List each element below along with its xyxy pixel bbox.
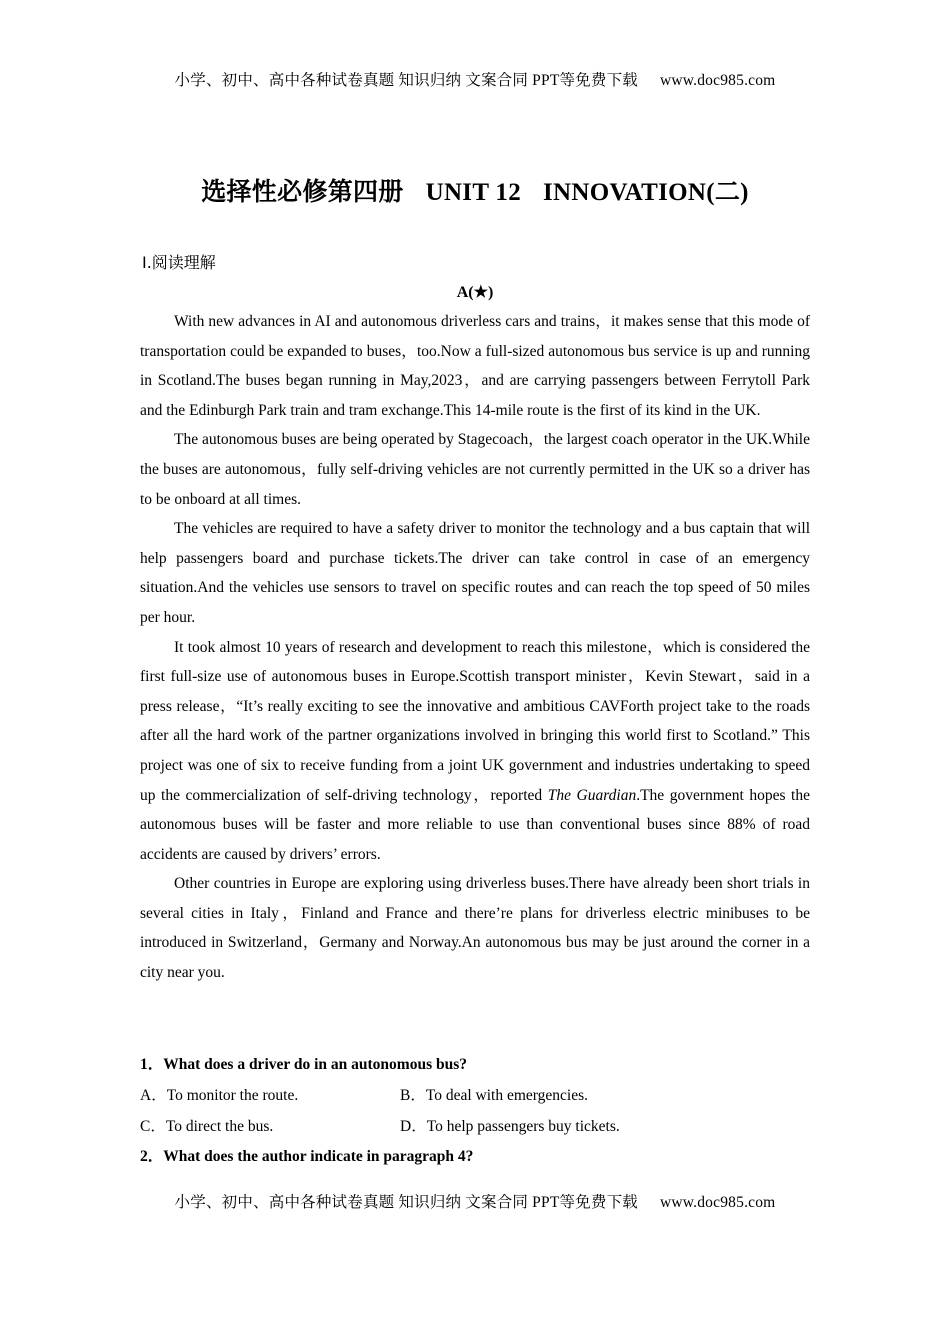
question-1-option-a[interactable]: A．To monitor the route. xyxy=(140,1087,299,1104)
paragraph-2: The autonomous buses are being operated by Stagecoach，the largest coach operator in the UK.While the buses are autonomous，fully self-driving vehicles are not currently permitted in the UK so a driver has to be onboard at all times. xyxy=(140,431,810,508)
paragraph-1: With new advances in AI and autonomous driverless cars and trains，it makes sense that this mode of transportation could be expanded to buses，too.Now a full-sized autonomous bus service is up and running in Scotland.The buses began running in May,2023，and are carrying passengers between Ferrytoll Park and the Edinburgh Park train and tram exchange.This 14-mile route is the first of its kind in the UK. xyxy=(140,313,810,419)
paragraph-4-after: .The government hopes the autonomous buses will be faster and more reliable to use than conventional buses since 88% of road accidents are caused by drivers’ errors. xyxy=(140,786,810,863)
title-topic: INNOVATION(二) xyxy=(543,179,749,206)
passage-body xyxy=(140,307,810,988)
question-2-stem: 2．What does the author indicate in paragraph 4? xyxy=(140,1148,474,1165)
header-url[interactable]: www.doc985.com xyxy=(659,72,776,89)
question-1-option-c[interactable]: C．To direct the bus. xyxy=(140,1118,274,1135)
footer-text: 小学、初中、高中各种试卷真题 知识归纳 文案合同 PPT等免费下载 xyxy=(174,1194,638,1211)
paragraph-4-before: It took almost 10 years of research and development to reach this milestone，which is considered the first full-size use of autonomous buses in Europe.Scottish transport minister，Kevin Stewart，said in a press release，“It’s really exciting to see the innovative and ambitious CAVForth project take to the roads after all the hard work of the partner organizations involved in bringing this world first to Scotland.” This project was one of six to receive funding from a joint UK government and industries undertaking to speed up the commercialization of self-driving technology，reported xyxy=(140,638,810,804)
question-1-option-b[interactable]: B．To deal with emergencies. xyxy=(400,1087,589,1104)
header-text: 小学、初中、高中各种试卷真题 知识归纳 文案合同 PPT等免费下载 xyxy=(174,72,638,89)
paragraph-4-source: The Guardian xyxy=(547,786,637,804)
question-1-stem: 1．What does a driver do in an autonomous bus? xyxy=(140,1056,468,1073)
page-footer xyxy=(0,1190,950,1212)
paragraph-5: Other countries in Europe are exploring using driverless buses.There have already been short trials in several cities in Italy，Finland and France and there’re plans for driverless electric minibuses to be introduced in Switzerland，Germany and Norway.An autonomous bus may be just around the corner in a city near you. xyxy=(140,875,810,982)
passage-label: A(★) xyxy=(456,284,494,301)
question-1-option-d[interactable]: D．To help passengers buy tickets. xyxy=(400,1118,620,1135)
title-cn: 选择性必修第四册 xyxy=(201,177,404,206)
paragraph-4 xyxy=(140,633,810,870)
section-heading: Ⅰ.阅读理解 xyxy=(142,253,216,272)
page-title xyxy=(0,172,950,208)
page-header xyxy=(0,68,950,90)
paragraph-3: The vehicles are required to have a safety driver to monitor the technology and a bus captain that will help passengers board and purchase tickets.The driver can take control in case of an emergency situation.And the vehicles use sensors to travel on specific routes and can reach the top speed of 50 miles per hour. xyxy=(140,520,810,626)
title-unit: UNIT 12 xyxy=(425,179,522,206)
footer-url[interactable]: www.doc985.com xyxy=(659,1194,776,1211)
